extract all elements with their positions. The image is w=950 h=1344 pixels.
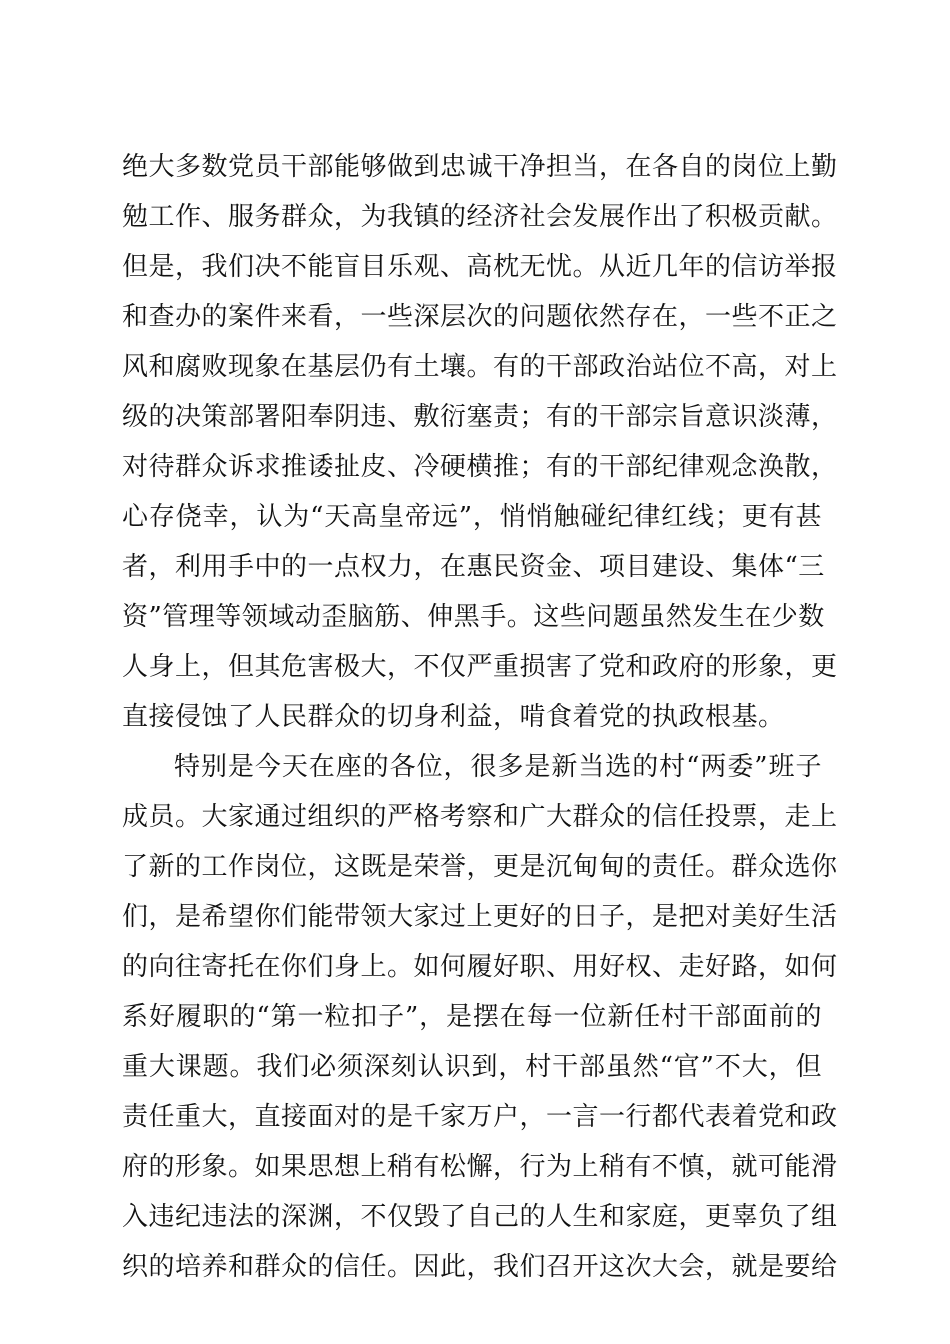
- text-line: 织的培养和群众的信任。因此，我们召开这次大会，就是要给: [122, 1252, 838, 1282]
- text-line: 风和腐败现象在基层仍有土壤。有的干部政治站位不高，对上: [122, 352, 838, 382]
- text-line: 绝大多数党员干部能够做到忠诚干净担当，在各自的岗位上勤: [122, 152, 838, 182]
- text-line: 但是，我们决不能盲目乐观、高枕无忧。从近几年的信访举报: [122, 252, 838, 282]
- text-line: 重大课题。我们必须深刻认识到，村干部虽然“官”不大，但: [122, 1052, 822, 1082]
- text-line: 对待群众诉求推诿扯皮、冷硬横推；有的干部纪律观念涣散，: [122, 452, 838, 482]
- text-line: 的向往寄托在你们身上。如何履好职、用好权、走好路，如何: [122, 952, 838, 982]
- text-line: 特别是今天在座的各位，很多是新当选的村“两委”班子: [174, 752, 822, 782]
- text-line: 成员。大家通过组织的严格考察和广大群众的信任投票，走上: [122, 802, 838, 832]
- body-text: [122, 142, 838, 1292]
- text-line: 了新的工作岗位，这既是荣誉，更是沉甸甸的责任。群众选你: [122, 852, 838, 882]
- text-line: 心存侥幸，认为“天高皇帝远”，悄悄触碰纪律红线；更有甚: [122, 502, 822, 532]
- text-line: 勉工作、服务群众，为我镇的经济社会发展作出了积极贡献。: [122, 202, 838, 232]
- text-line: 府的形象。如果思想上稍有松懈，行为上稍有不慎，就可能滑: [122, 1152, 838, 1182]
- text-line: 级的决策部署阳奉阴违、敷衍塞责；有的干部宗旨意识淡薄，: [122, 402, 838, 432]
- text-line: 人身上，但其危害极大，不仅严重损害了党和政府的形象，更: [122, 652, 838, 682]
- text-line: 者，利用手中的一点权力，在惠民资金、项目建设、集体“三: [122, 552, 825, 582]
- paragraph-2: [122, 742, 838, 1292]
- text-line: 们，是希望你们能带领大家过上更好的日子，是把对美好生活: [122, 902, 838, 932]
- text-line: 系好履职的“第一粒扣子”，是摆在每一位新任村干部面前的: [122, 1002, 822, 1032]
- text-line: 资”管理等领域动歪脑筋、伸黑手。这些问题虽然发生在少数: [122, 602, 825, 632]
- text-line: 和查办的案件来看，一些深层次的问题依然存在，一些不正之: [122, 302, 838, 332]
- text-line: 责任重大，直接面对的是千家万户，一言一行都代表着党和政: [122, 1102, 838, 1132]
- text-line: 直接侵蚀了人民群众的切身利益，啃食着党的执政根基。: [122, 702, 785, 732]
- text-line: 入违纪违法的深渊，不仅毁了自己的人生和家庭，更辜负了组: [122, 1202, 838, 1232]
- paragraph-1: [122, 142, 838, 742]
